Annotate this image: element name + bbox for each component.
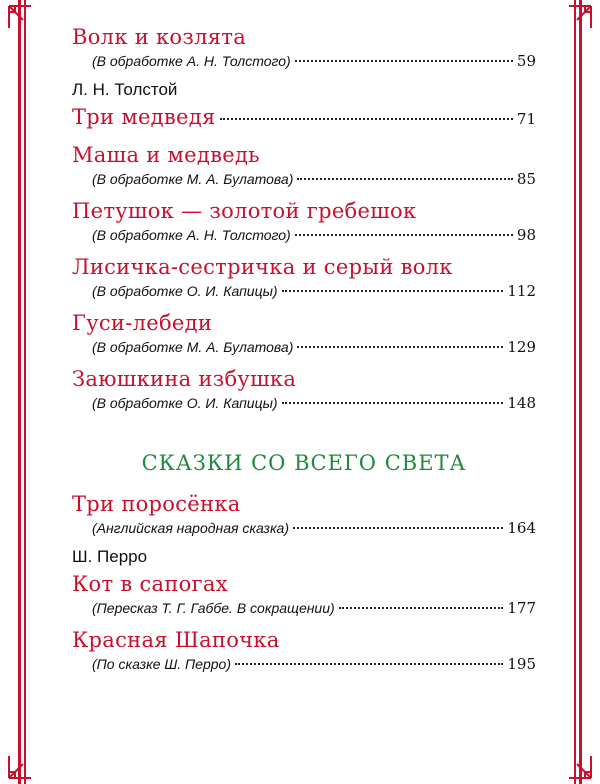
page-number: 148 [507,394,536,412]
page-number: 129 [507,338,536,356]
page-number: 98 [516,226,536,244]
entry-title: Петушок — золотой гребешок [72,199,417,223]
ornament-icon [565,752,595,782]
entry-title: Гуси-лебеди [72,311,213,335]
leader-dots [293,527,503,529]
entry-subtitle: (В обработке М. А. Булатова) [92,171,294,187]
entry-subtitle-row [72,654,536,674]
entry-subtitle: (В обработке О. И. Капицы) [92,395,278,411]
toc-entry[interactable] [72,491,536,538]
toc-entry[interactable] [72,254,536,301]
entry-subtitle: (В обработке А. Н. Толстого) [92,53,291,69]
table-of-contents [72,24,536,683]
entry-subtitle-row [72,598,536,618]
entry-subtitle: (По сказке Ш. Перро) [92,656,231,672]
leader-dots [339,607,504,609]
author-name: Л. Н. Толстой [72,80,178,99]
leader-dots [235,663,503,665]
entry-title: Красная Шапочка [72,628,280,652]
leader-dots [297,346,503,348]
entry-subtitle: (Английская народная сказка) [92,520,289,536]
entry-title: Маша и медведь [72,143,260,167]
entry-subtitle-row [72,337,536,357]
leader-dots [282,290,504,292]
toc-entry[interactable] [72,627,536,674]
page-number: 85 [516,170,536,188]
leader-dots [282,402,504,404]
leader-dots [297,178,513,180]
ornament-icon [5,752,35,782]
entry-subtitle-row [72,51,536,71]
entry-title: Волк и козлята [72,25,247,49]
toc-entry[interactable] [72,24,536,71]
entry-subtitle: (В обработке А. Н. Толстого) [92,227,291,243]
entry-title: Три медведя [72,105,216,129]
entry-subtitle-row [72,393,536,413]
entry-title: Лисичка-сестричка и серый волк [72,255,453,279]
toc-entry[interactable] [72,366,536,413]
entry-subtitle-row [72,281,536,301]
toc-entry[interactable] [72,104,536,133]
entry-title-row [72,104,536,133]
entry-title: Заюшкина избушка [72,367,297,391]
page-number: 112 [507,282,536,300]
author-name: Ш. Перро [72,547,148,566]
toc-entry[interactable] [72,310,536,357]
toc-entry[interactable] [72,198,536,245]
ornament-icon [5,2,35,32]
leader-dots [220,118,513,120]
leader-dots [295,60,513,62]
ornament-icon [565,2,595,32]
entry-subtitle: (В обработке О. И. Капицы) [92,283,278,299]
toc-entry[interactable] [72,571,536,618]
entry-subtitle-row [72,225,536,245]
entry-subtitle-row [72,518,536,538]
leader-dots [295,234,513,236]
toc-entry[interactable] [72,142,536,189]
page-number: 195 [507,655,536,673]
entry-title: Три поросёнка [72,492,241,516]
section-heading: СКАЗКИ СО ВСЕГО СВЕТА [141,451,467,475]
entry-subtitle: (В обработке М. А. Булатова) [92,339,294,355]
entry-subtitle-row [72,169,536,189]
page-number: 164 [507,519,536,537]
page-number: 177 [507,599,536,617]
entry-title: Кот в сапогах [72,572,228,596]
page-number: 71 [516,110,536,128]
entry-subtitle: (Пересказ Т. Г. Габбе. В сокращении) [92,600,335,616]
page-number: 59 [516,52,536,70]
